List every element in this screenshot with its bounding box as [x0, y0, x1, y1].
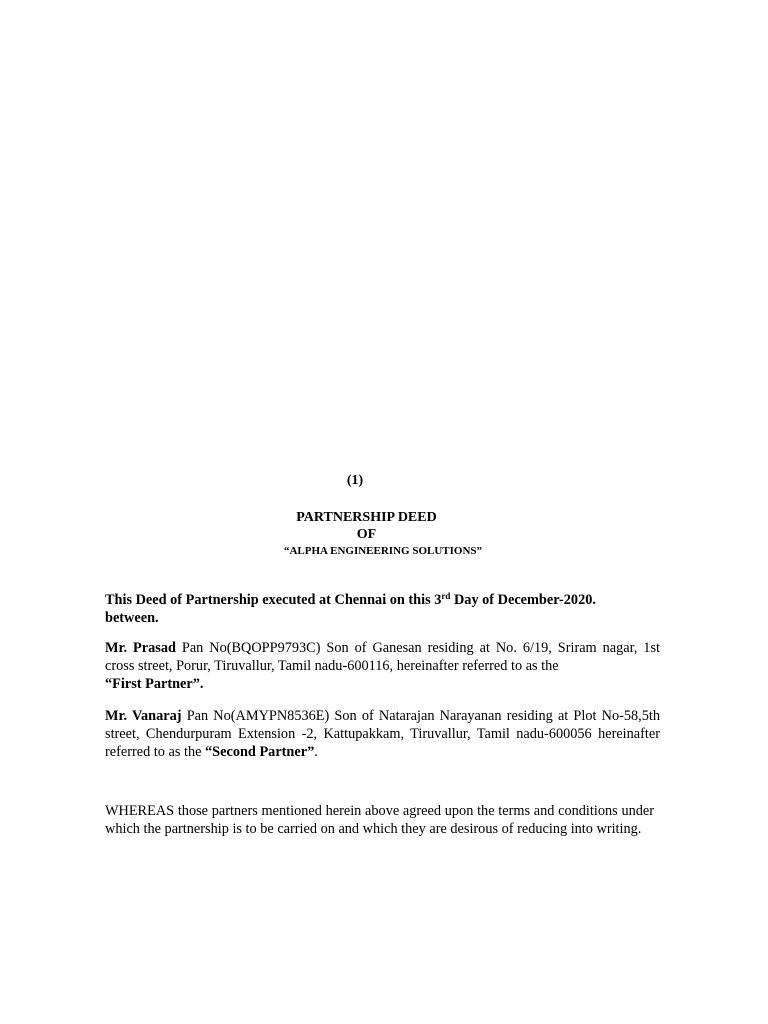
intro-date-text: Day of December-2020. [450, 592, 596, 608]
first-partner-name: Mr. Prasad [105, 640, 176, 656]
intro-paragraph [105, 591, 660, 627]
deed-title-line2: OF [356, 527, 377, 542]
firm-name: “ALPHA ENGINEERING SOLUTIONS” [283, 545, 483, 557]
intro-text: This Deed of Partnership executed at Chennai on this 3 [105, 592, 442, 608]
second-partner-period: . [314, 744, 318, 760]
intro-line1 [105, 591, 660, 609]
first-partner-role: “First Partner”. [105, 676, 204, 692]
deed-title [0, 509, 733, 543]
first-partner-paragraph [105, 639, 660, 693]
deed-title-line1: PARTNERSHIP DEED [296, 510, 437, 525]
date-ordinal-suffix: rd [441, 591, 451, 601]
second-partner-details: Pan No(AMYPN8536E) Son of Natarajan Narayanan residing at Plot No-58,5th street, Chendurpuram Extension -2, Kattupakkam, Tiruvallur, Tamil nadu-600056 hereinafter referred to as the [105, 708, 661, 760]
whereas-paragraph: WHEREAS those partners mentioned herein above agreed upon the terms and conditions under which the partnership is to be carried on and which they are desirous of reducing into writing. [105, 803, 654, 837]
page-number: (1) [346, 473, 364, 488]
second-partner-role: “Second Partner” [205, 744, 315, 760]
first-partner-details: Pan No(BQOPP9793C) Son of Ganesan residing at No. 6/19, Sriram nagar, 1st cross street, Porur, Tiruvallur, Tamil nadu-600116, hereinafter referred to as the [105, 640, 660, 674]
second-partner-name: Mr. Vanaraj [105, 708, 182, 724]
intro-line2: between. [105, 610, 159, 626]
second-partner-paragraph [105, 707, 660, 761]
